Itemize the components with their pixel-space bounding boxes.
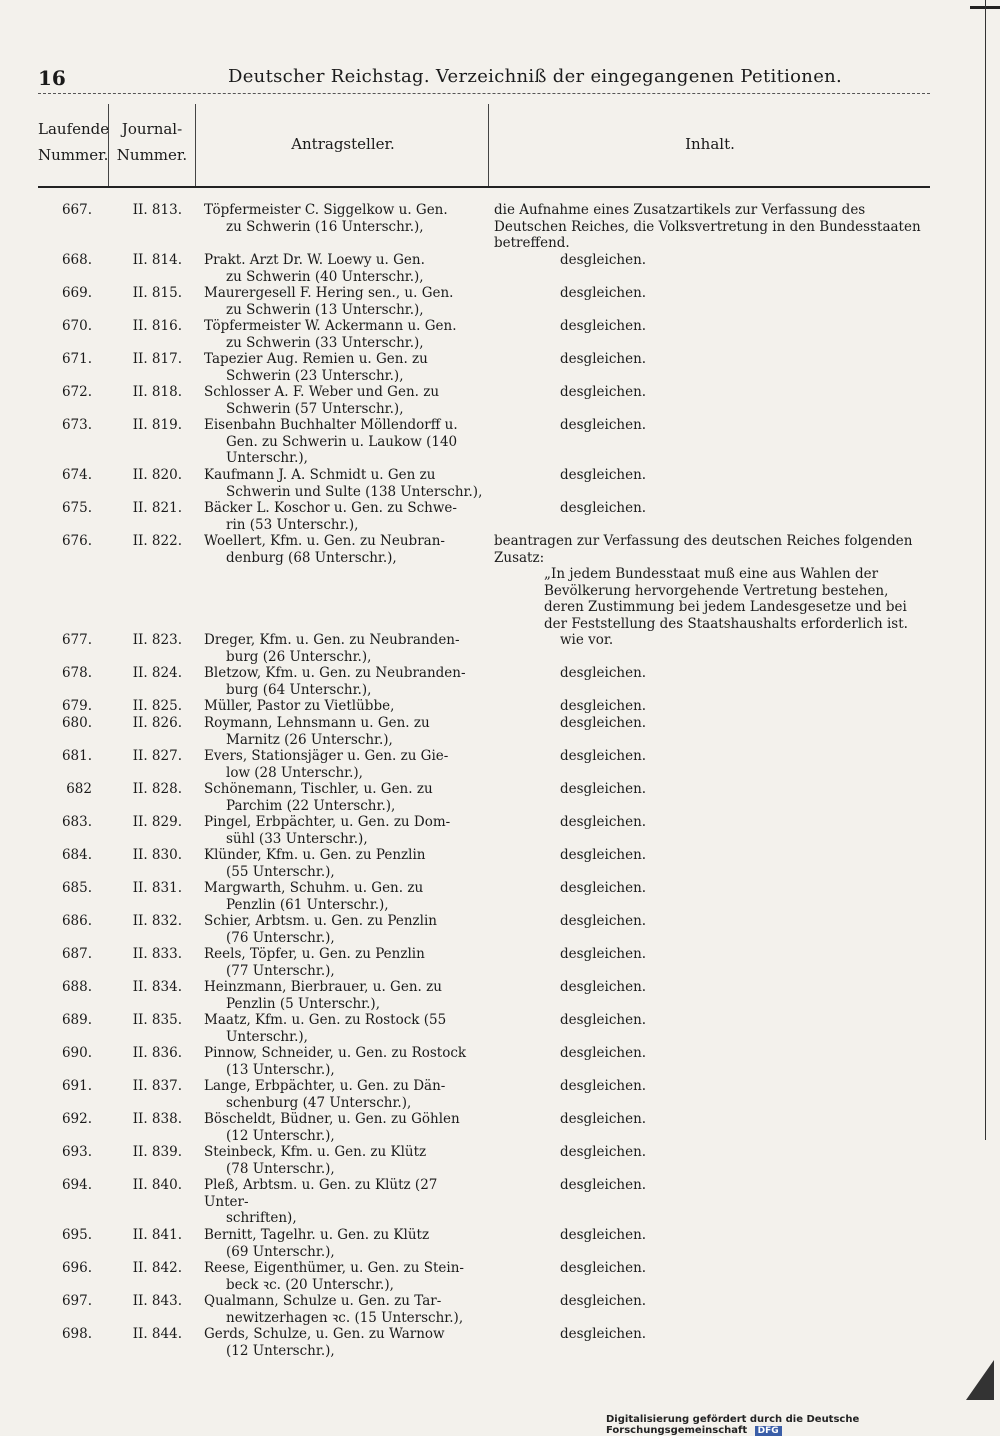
table-row <box>0 467 1000 500</box>
laufende-nummer: 691. <box>61 1078 92 1094</box>
laufende-nummer: 697. <box>61 1293 92 1309</box>
inhalt <box>494 533 928 632</box>
inhalt <box>560 467 994 484</box>
antragsteller <box>204 467 484 500</box>
column-header-inhalt: Inhalt. <box>685 135 735 153</box>
inhalt-text: desgleichen. <box>560 946 647 962</box>
antragsteller <box>204 1144 484 1177</box>
antragsteller <box>204 1326 484 1359</box>
inhalt-text: beantragen zur Verfassung des deutschen Reiches folgenden Zusatz: <box>494 533 913 566</box>
antragsteller-line: Töpfermeister W. Ackermann u. Gen. <box>204 318 457 334</box>
inhalt-text: desgleichen. <box>560 351 647 367</box>
table-row <box>0 533 1000 632</box>
antragsteller <box>204 500 484 533</box>
table-row <box>0 1260 1000 1293</box>
table-row <box>0 500 1000 533</box>
laufende-nummer: 683. <box>61 814 92 830</box>
laufende-nummer: 687. <box>61 946 92 962</box>
laufende-nummer: 681. <box>61 748 92 764</box>
antragsteller-line: Müller, Pastor zu Vietlübbe, <box>204 698 395 714</box>
inhalt <box>560 814 994 831</box>
antragsteller-line: Woellert, Kfm. u. Gen. zu Neubran- <box>204 533 445 549</box>
inhalt-text: desgleichen. <box>560 1144 647 1160</box>
inhalt-text: desgleichen. <box>560 665 647 681</box>
laufende-nummer: 690. <box>61 1045 92 1061</box>
antragsteller-line: Steinbeck, Kfm. u. Gen. zu Klütz <box>204 1144 427 1160</box>
journal-nummer: II. 823. <box>132 632 182 648</box>
laufende-nummer: 680. <box>61 715 92 731</box>
antragsteller <box>204 698 484 715</box>
antragsteller <box>204 202 484 235</box>
header-rule <box>38 93 930 94</box>
antragsteller-line: Maurergesell F. Hering sen., u. Gen. <box>204 285 454 301</box>
inhalt <box>560 500 994 517</box>
inhalt-text: desgleichen. <box>560 500 647 516</box>
antragsteller-line: newitzerhagen ꝛc. (15 Unterschr.), <box>226 1309 464 1326</box>
table-row <box>0 1078 1000 1111</box>
antragsteller <box>204 748 484 781</box>
inhalt <box>560 880 994 897</box>
inhalt <box>494 202 928 252</box>
journal-nummer: II. 831. <box>132 880 182 896</box>
antragsteller-line: Schwerin und Sulte (138 Unterschr.), <box>226 483 483 500</box>
inhalt <box>560 979 994 996</box>
inhalt <box>560 1227 994 1244</box>
dfg-logo: DFG <box>755 1426 782 1436</box>
antragsteller <box>204 318 484 351</box>
table-row <box>0 417 1000 467</box>
inhalt-text: desgleichen. <box>560 913 647 929</box>
journal-nummer: II. 817. <box>132 351 182 367</box>
column-divider <box>195 104 196 186</box>
laufende-nummer: 671. <box>61 351 92 367</box>
journal-nummer: II. 826. <box>132 715 182 731</box>
antragsteller-line: burg (26 Unterschr.), <box>226 648 372 665</box>
table-row <box>0 202 1000 252</box>
antragsteller-line: Kaufmann J. A. Schmidt u. Gen zu <box>204 467 436 483</box>
table-row <box>0 1227 1000 1260</box>
journal-nummer: II. 821. <box>132 500 182 516</box>
antragsteller <box>204 781 484 814</box>
inhalt-text: desgleichen. <box>560 384 647 400</box>
inhalt <box>560 847 994 864</box>
antragsteller-line: Dreger, Kfm. u. Gen. zu Neubranden- <box>204 632 460 648</box>
footer-credit <box>606 1414 1000 1436</box>
inhalt <box>560 698 994 715</box>
inhalt-text: desgleichen. <box>560 814 647 830</box>
petition-table <box>0 202 1000 1359</box>
inhalt-text: desgleichen. <box>560 748 647 764</box>
antragsteller <box>204 1227 484 1260</box>
journal-nummer: II. 844. <box>132 1326 182 1342</box>
table-row <box>0 715 1000 748</box>
scan-edge-mark <box>980 0 1000 1432</box>
corner-mark <box>966 1360 994 1400</box>
footer-text: Digitalisierung gefördert durch die Deutsche Forschungsgemeinschaft <box>606 1414 860 1436</box>
antragsteller-line: Klünder, Kfm. u. Gen. zu Penzlin <box>204 847 426 863</box>
column-divider <box>108 104 109 186</box>
antragsteller-line: Tapezier Aug. Remien u. Gen. zu <box>204 351 428 367</box>
laufende-nummer: 685. <box>61 880 92 896</box>
antragsteller-line: Pleß, Arbtsm. u. Gen. zu Klütz (27 Unter- <box>204 1177 438 1210</box>
journal-nummer: II. 842. <box>132 1260 182 1276</box>
antragsteller-line: (76 Unterschr.), <box>226 929 335 946</box>
table-row <box>0 285 1000 318</box>
antragsteller-line: Eisenbahn Buchhalter Möllendorff u. <box>204 417 458 433</box>
inhalt <box>560 318 994 335</box>
inhalt-text: desgleichen. <box>560 1177 647 1193</box>
antragsteller-line: (77 Unterschr.), <box>226 962 335 979</box>
antragsteller-line: Reels, Töpfer, u. Gen. zu Penzlin <box>204 946 425 962</box>
journal-nummer: II. 832. <box>132 913 182 929</box>
table-row <box>0 946 1000 979</box>
antragsteller-line: Pingel, Erbpächter, u. Gen. zu Dom- <box>204 814 451 830</box>
journal-nummer: II. 829. <box>132 814 182 830</box>
journal-nummer: II. 839. <box>132 1144 182 1160</box>
antragsteller-line: Bernitt, Tagelhr. u. Gen. zu Klütz <box>204 1227 430 1243</box>
antragsteller-line: (55 Unterschr.), <box>226 863 335 880</box>
antragsteller <box>204 1078 484 1111</box>
inhalt <box>560 1144 994 1161</box>
antragsteller <box>204 814 484 847</box>
antragsteller <box>204 351 484 384</box>
antragsteller-line: Unterschr.), <box>226 1028 308 1045</box>
journal-nummer: II. 827. <box>132 748 182 764</box>
antragsteller-line: Penzlin (61 Unterschr.), <box>226 896 389 913</box>
laufende-nummer: 669. <box>61 285 92 301</box>
laufende-nummer: 670. <box>61 318 92 334</box>
inhalt-text: desgleichen. <box>560 781 647 797</box>
antragsteller-line: (12 Unterschr.), <box>226 1127 335 1144</box>
antragsteller <box>204 252 484 285</box>
journal-nummer: II. 825. <box>132 698 182 714</box>
inhalt <box>560 1045 994 1062</box>
inhalt-text: desgleichen. <box>560 318 647 334</box>
inhalt-text: desgleichen. <box>560 1012 647 1028</box>
inhalt-text: desgleichen. <box>560 979 647 995</box>
journal-nummer: II. 838. <box>132 1111 182 1127</box>
antragsteller <box>204 715 484 748</box>
inhalt <box>560 748 994 765</box>
antragsteller-line: (12 Unterschr.), <box>226 1342 335 1359</box>
journal-nummer: II. 834. <box>132 979 182 995</box>
journal-nummer: II. 820. <box>132 467 182 483</box>
antragsteller-line: Böscheldt, Büdner, u. Gen. zu Göhlen <box>204 1111 460 1127</box>
antragsteller-line: Qualmann, Schulze u. Gen. zu Tar- <box>204 1293 442 1309</box>
antragsteller-line: zu Schwerin (40 Unterschr.), <box>226 268 424 285</box>
antragsteller-line: Lange, Erbpächter, u. Gen. zu Dän- <box>204 1078 446 1094</box>
inhalt <box>560 665 994 682</box>
table-row <box>0 748 1000 781</box>
table-row <box>0 252 1000 285</box>
laufende-nummer: 672. <box>61 384 92 400</box>
table-row <box>0 814 1000 847</box>
journal-nummer: II. 815. <box>132 285 182 301</box>
antragsteller <box>204 1260 484 1293</box>
inhalt-text: desgleichen. <box>560 847 647 863</box>
antragsteller-line: Margwarth, Schuhm. u. Gen. zu <box>204 880 424 896</box>
antragsteller-line: Marnitz (26 Unterschr.), <box>226 731 393 748</box>
inhalt <box>560 417 994 434</box>
journal-nummer: II. 843. <box>132 1293 182 1309</box>
laufende-nummer: 674. <box>61 467 92 483</box>
antragsteller-line: Roymann, Lehnsmann u. Gen. zu <box>204 715 430 731</box>
laufende-nummer: 673. <box>61 417 92 433</box>
antragsteller-line: schenburg (47 Unterschr.), <box>226 1094 412 1111</box>
column-divider <box>488 104 489 186</box>
table-row <box>0 318 1000 351</box>
antragsteller <box>204 285 484 318</box>
antragsteller <box>204 946 484 979</box>
journal-nummer: II. 837. <box>132 1078 182 1094</box>
antragsteller-line: sühl (33 Unterschr.), <box>226 830 368 847</box>
antragsteller <box>204 847 484 880</box>
laufende-nummer: 677. <box>61 632 92 648</box>
journal-nummer: II. 828. <box>132 781 182 797</box>
antragsteller-line: Schlosser A. F. Weber und Gen. zu <box>204 384 440 400</box>
antragsteller-line: Schwerin (23 Unterschr.), <box>226 367 404 384</box>
inhalt <box>560 715 994 732</box>
antragsteller-line: Evers, Stationsjäger u. Gen. zu Gie- <box>204 748 449 764</box>
laufende-nummer: 678. <box>61 665 92 681</box>
antragsteller-line: Bletzow, Kfm. u. Gen. zu Neubranden- <box>204 665 466 681</box>
antragsteller-line: Penzlin (5 Unterschr.), <box>226 995 380 1012</box>
laufende-nummer: 675. <box>61 500 92 516</box>
laufende-nummer: 667. <box>61 202 92 218</box>
antragsteller-line: Schier, Arbtsm. u. Gen. zu Penzlin <box>204 913 437 929</box>
table-row <box>0 979 1000 1012</box>
laufende-nummer: 698. <box>61 1326 92 1342</box>
column-header-lfd-line2: Nummer. <box>38 146 109 164</box>
inhalt-text: desgleichen. <box>560 880 647 896</box>
antragsteller <box>204 1111 484 1144</box>
antragsteller-line: Reese, Eigenthümer, u. Gen. zu Stein- <box>204 1260 464 1276</box>
inhalt <box>560 1078 994 1095</box>
antragsteller-line: zu Schwerin (16 Unterschr.), <box>226 218 424 235</box>
inhalt <box>560 285 994 302</box>
journal-nummer: II. 840. <box>132 1177 182 1193</box>
antragsteller <box>204 1293 484 1326</box>
journal-nummer: II. 833. <box>132 946 182 962</box>
inhalt <box>560 1260 994 1277</box>
antragsteller-line: Gen. zu Schwerin u. Laukow (140 <box>226 433 458 450</box>
inhalt <box>560 1012 994 1029</box>
journal-nummer: II. 814. <box>132 252 182 268</box>
column-header-lfd-line1: Laufende <box>38 120 110 138</box>
antragsteller-line: beck ꝛc. (20 Unterschr.), <box>226 1276 394 1293</box>
inhalt <box>560 351 994 368</box>
laufende-nummer: 684. <box>61 847 92 863</box>
antragsteller-line: (78 Unterschr.), <box>226 1160 335 1177</box>
column-header-laufende-nummer <box>38 116 108 168</box>
laufende-nummer: 689. <box>61 1012 92 1028</box>
table-row <box>0 1111 1000 1144</box>
journal-nummer: II. 819. <box>132 417 182 433</box>
antragsteller-line: (69 Unterschr.), <box>226 1243 335 1260</box>
antragsteller <box>204 632 484 665</box>
inhalt <box>560 1293 994 1310</box>
journal-nummer: II. 816. <box>132 318 182 334</box>
antragsteller <box>204 979 484 1012</box>
inhalt <box>560 946 994 963</box>
antragsteller-line: rin (53 Unterschr.), <box>226 516 359 533</box>
inhalt-text: desgleichen. <box>560 1227 647 1243</box>
laufende-nummer: 686. <box>61 913 92 929</box>
column-header-antragsteller: Antragsteller. <box>291 135 395 153</box>
table-row <box>0 665 1000 698</box>
inhalt-text: die Aufnahme eines Zusatzartikels zur Verfassung des Deutschen Reiches, die Volksvertretung in den Bundesstaaten betreffend. <box>494 202 921 251</box>
laufende-nummer: 676. <box>61 533 92 549</box>
inhalt <box>560 1111 994 1128</box>
inhalt <box>560 913 994 930</box>
antragsteller-line: Heinzmann, Bierbrauer, u. Gen. zu <box>204 979 442 995</box>
table-row <box>0 1045 1000 1078</box>
table-row <box>0 632 1000 665</box>
inhalt-text: desgleichen. <box>560 715 647 731</box>
inhalt-text: desgleichen. <box>560 1293 647 1309</box>
antragsteller-line: Schönemann, Tischler, u. Gen. zu <box>204 781 433 797</box>
table-row <box>0 847 1000 880</box>
inhalt-text: desgleichen. <box>560 1078 647 1094</box>
inhalt-text: desgleichen. <box>560 1260 647 1276</box>
antragsteller <box>204 1045 484 1078</box>
inhalt-text: desgleichen. <box>560 417 647 433</box>
antragsteller-line: Töpfermeister C. Siggelkow u. Gen. <box>204 202 448 218</box>
table-row <box>0 384 1000 417</box>
laufende-nummer: 696. <box>61 1260 92 1276</box>
laufende-nummer: 682 <box>66 781 92 797</box>
column-header-journal-nummer <box>112 116 192 168</box>
inhalt <box>560 252 994 269</box>
journal-nummer: II. 818. <box>132 384 182 400</box>
inhalt-text: desgleichen. <box>560 252 647 268</box>
antragsteller <box>204 880 484 913</box>
laufende-nummer: 679. <box>61 698 92 714</box>
table-row <box>0 351 1000 384</box>
journal-nummer: II. 830. <box>132 847 182 863</box>
antragsteller-line: zu Schwerin (13 Unterschr.), <box>226 301 424 318</box>
inhalt-text: wie vor. <box>560 632 614 648</box>
inhalt-text: desgleichen. <box>560 467 647 483</box>
inhalt-text: desgleichen. <box>560 285 647 301</box>
column-header-jnl-line1: Journal- <box>121 120 183 138</box>
laufende-nummer: 668. <box>61 252 92 268</box>
antragsteller-line: Schwerin (57 Unterschr.), <box>226 400 404 417</box>
inhalt-text: desgleichen. <box>560 698 647 714</box>
inhalt <box>560 1326 994 1343</box>
antragsteller <box>204 384 484 417</box>
header-bottom-rule <box>38 186 930 188</box>
antragsteller-line: Gerds, Schulze, u. Gen. zu Warnow <box>204 1326 445 1342</box>
laufende-nummer: 694. <box>61 1177 92 1193</box>
table-row <box>0 880 1000 913</box>
antragsteller-line: burg (64 Unterschr.), <box>226 681 372 698</box>
antragsteller-line: Prakt. Arzt Dr. W. Loewy u. Gen. <box>204 252 425 268</box>
antragsteller-line: schriften), <box>226 1210 297 1226</box>
laufende-nummer: 695. <box>61 1227 92 1243</box>
antragsteller-line: zu Schwerin (33 Unterschr.), <box>226 334 424 351</box>
antragsteller-line: Maatz, Kfm. u. Gen. zu Rostock (55 <box>204 1012 447 1028</box>
laufende-nummer: 688. <box>61 979 92 995</box>
column-header-jnl-line2: Nummer. <box>116 146 188 164</box>
antragsteller <box>204 1012 484 1045</box>
laufende-nummer: 692. <box>61 1111 92 1127</box>
table-row <box>0 1012 1000 1045</box>
antragsteller-line: Unterschr.), <box>226 450 308 466</box>
antragsteller-line: Parchim (22 Unterschr.), <box>226 797 396 814</box>
antragsteller-line: Pinnow, Schneider, u. Gen. zu Rostock <box>204 1045 467 1061</box>
journal-nummer: II. 813. <box>132 202 182 218</box>
journal-nummer: II. 824. <box>132 665 182 681</box>
antragsteller <box>204 417 484 467</box>
journal-nummer: II. 822. <box>132 533 182 549</box>
journal-nummer: II. 835. <box>132 1012 182 1028</box>
antragsteller <box>204 1177 484 1227</box>
table-row <box>0 913 1000 946</box>
page-number: 16 <box>38 66 66 90</box>
inhalt <box>560 632 994 649</box>
edge-bar <box>985 0 986 1140</box>
inhalt-text: desgleichen. <box>560 1045 647 1061</box>
antragsteller-line: Bäcker L. Koschor u. Gen. zu Schwe- <box>204 500 457 516</box>
journal-nummer: II. 841. <box>132 1227 182 1243</box>
table-row <box>0 781 1000 814</box>
laufende-nummer: 693. <box>61 1144 92 1160</box>
table-row <box>0 1326 1000 1359</box>
inhalt-quote: „In jedem Bundesstaat muß eine aus Wahlen der Bevölkerung hervorgehende Vertretung bestehen, deren Zustimmung bei jedem Landesgesetze und bei der Feststellung des Staatshaushalts erforderlich ist. <box>544 566 908 632</box>
inhalt-text: desgleichen. <box>560 1326 647 1342</box>
table-row <box>0 1293 1000 1326</box>
table-row <box>0 698 1000 715</box>
inhalt-text: desgleichen. <box>560 1111 647 1127</box>
journal-nummer: II. 836. <box>132 1045 182 1061</box>
antragsteller <box>204 913 484 946</box>
running-title: Deutscher Reichstag. Verzeichniß der eingegangenen Petitionen. <box>228 66 843 87</box>
table-row <box>0 1177 1000 1227</box>
antragsteller <box>204 533 484 566</box>
antragsteller <box>204 665 484 698</box>
inhalt <box>560 781 994 798</box>
table-row <box>0 1144 1000 1177</box>
inhalt <box>560 384 994 401</box>
antragsteller-line: (13 Unterschr.), <box>226 1061 335 1078</box>
antragsteller-line: denburg (68 Unterschr.), <box>226 549 397 566</box>
antragsteller-line: low (28 Unterschr.), <box>226 764 363 781</box>
inhalt <box>560 1177 994 1194</box>
